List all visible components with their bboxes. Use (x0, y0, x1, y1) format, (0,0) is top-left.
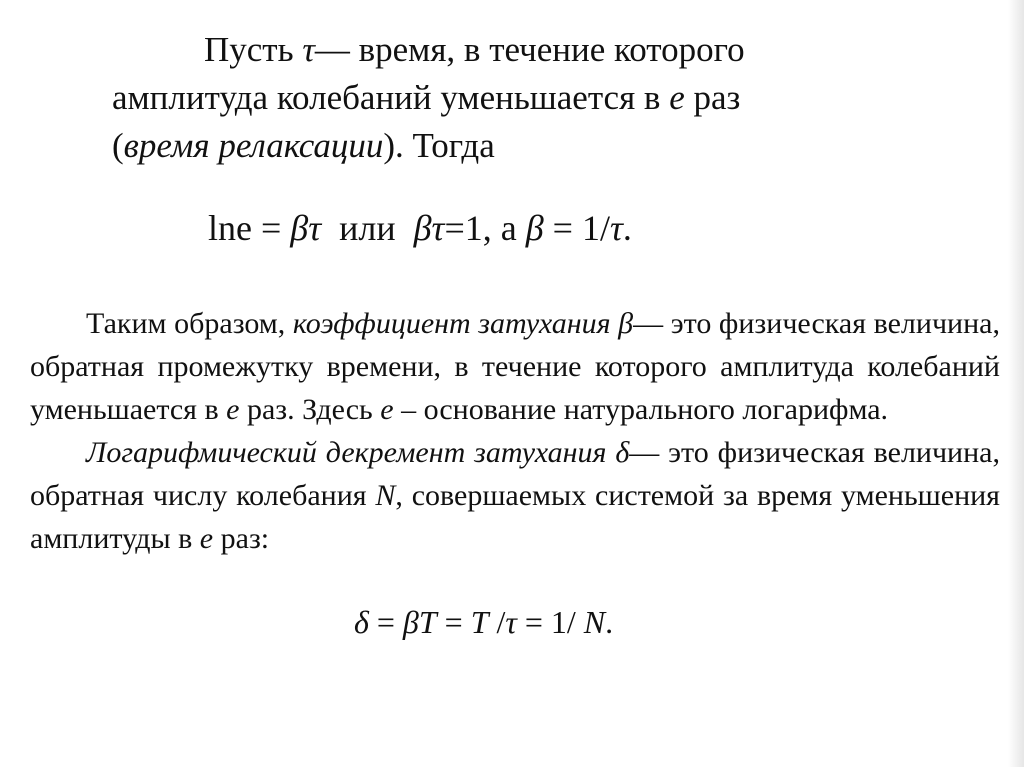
definition-line-3: уменьшается в e раз. Здесь e – основание натурального логарифма. (30, 393, 889, 426)
definition-line-4: Логарифмический декремент затухания δ— это физическая величина, (86, 436, 1000, 469)
intro-line-3: (время релаксации). Тогда (112, 126, 495, 165)
log-decrement-formula: δ = βT = T /τ = 1/ N. (354, 604, 614, 640)
damping-coefficient-term: коэффициент затухания β (292, 307, 634, 340)
definition-line-5: обратная числу колебания N, совершаемых системой за время уменьшения (30, 479, 1000, 512)
relaxation-formula: lne = βτ или βτ=1, а β = 1/τ. (208, 208, 632, 248)
e-symbol: e (669, 78, 685, 117)
tau-symbol: τ (302, 30, 315, 69)
definition-line-6: амплитуды в e раз: (30, 522, 270, 555)
relaxation-time-term: время релаксации (123, 126, 384, 165)
definition-line-2: обратная промежутку времени, в течение которого амплитуда колебаний (30, 350, 1000, 383)
log-decrement-term: Логарифмический декремент затухания δ (86, 436, 630, 469)
definition-paragraph (30, 302, 1000, 560)
intro-line-1: Пусть τ— время, в течение которого (204, 30, 745, 69)
intro-paragraph (112, 26, 892, 170)
definition-line-1: Таким образом, коэффициент затухания β— это физическая величина, (86, 307, 1000, 340)
page-edge-shadow (1008, 0, 1024, 767)
intro-line-2: амплитуда колебаний уменьшается в e раз (112, 78, 741, 117)
